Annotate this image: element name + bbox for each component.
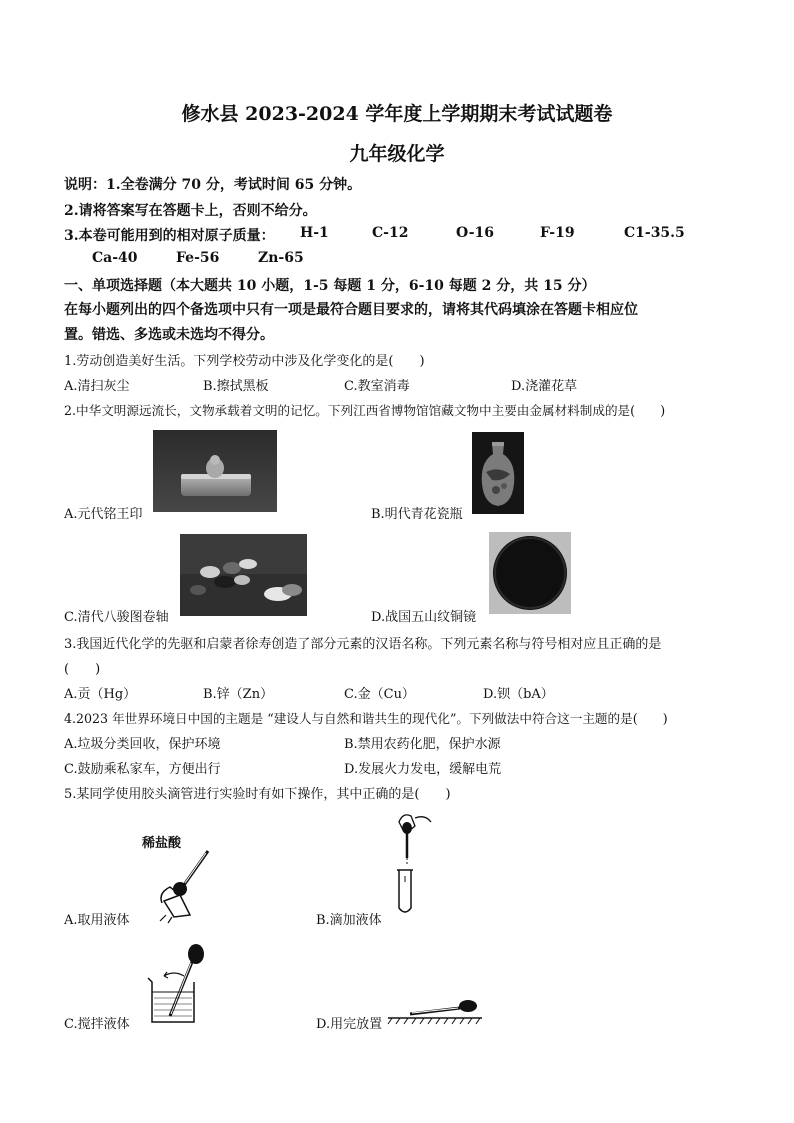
exam-subtitle: 九年级化学 [349, 143, 445, 165]
instruction-line-2: 2.请将答案写在答题卡上，否则不给分。 [64, 203, 317, 219]
atomic-mass-cl: C1-35.5 [624, 225, 685, 241]
atomic-mass-o: O-16 [456, 225, 495, 241]
section-heading: 一、单项选择题（本大题共 10 小题，1-5 每题 1 分，6-10 每题 2 分，共 15 分） [64, 278, 596, 294]
q4-option-c: C.鼓励乘私家车，方便出行 [64, 762, 221, 777]
atomic-mass-zn: Zn-65 [258, 250, 304, 266]
q5-option-c: C.搅拌液体 [64, 1017, 130, 1032]
atomic-mass-h: H-1 [300, 225, 329, 241]
q4-option-a: A.垃圾分类回收，保护环境 [64, 737, 221, 752]
q4-stem: 4.2023 年世界环境日中国的主题是 “建设人与自然和谐共生的现代化”。下列做法中符合这一主题的是( ) [64, 711, 668, 726]
section-desc-line-2: 置。错选、多选或未选均不得分。 [64, 327, 274, 343]
q3-option-d: D.钡（bA） [483, 687, 554, 702]
q3-option-a: A.贡（Hg） [64, 687, 137, 702]
q3-answer-paren: ( ) [64, 662, 101, 677]
q3-option-c: C.金（Cu） [344, 687, 415, 702]
q2-option-c: C.清代八骏图卷轴 [64, 610, 169, 625]
atomic-mass-f: F-19 [540, 225, 575, 241]
dropper-hand-diagram [140, 845, 220, 925]
q1-option-a: A.清扫灰尘 [64, 379, 130, 394]
q5-option-a: A.取用液体 [64, 913, 130, 928]
horses-scroll-photo [180, 534, 307, 616]
q1-option-b: B.擦拭黑板 [203, 379, 269, 394]
q2-option-b: B.明代青花瓷瓶 [371, 507, 463, 522]
bronze-mirror-photo [489, 532, 571, 614]
dropper-test-tube-diagram [385, 808, 437, 920]
q4-option-d: D.发展火力发电，缓解电荒 [344, 762, 502, 777]
instruction-line-3: 3.本卷可能用到的相对原子质量： [64, 228, 275, 244]
q1-stem: 1.劳动创造美好生活。下列学校劳动中涉及化学变化的是( ) [64, 354, 425, 369]
section-desc-line-1: 在每小题列出的四个备选项中只有一项是最符合题目要求的，请将其代码填涂在答题卡相应位 [64, 302, 638, 318]
atomic-mass-fe: Fe-56 [176, 250, 220, 266]
q5-stem: 5.某同学使用胶头滴管进行实验时有如下操作，其中正确的是( ) [64, 787, 451, 802]
vase-photo [472, 432, 524, 514]
q3-option-b: B.锌（Zn） [203, 687, 274, 702]
atomic-mass-ca: Ca-40 [92, 250, 138, 266]
q2-option-a: A.元代铭王印 [64, 507, 143, 522]
atomic-mass-c: C-12 [372, 225, 409, 241]
q2-option-d: D.战国五山纹铜镜 [371, 610, 477, 625]
exam-title: 修水县 2023-2024 学年度上学期期末考试试题卷 [181, 103, 613, 125]
seal-photo [153, 430, 277, 512]
q1-option-d: D.浇灌花草 [511, 379, 578, 394]
dropper-beaker-diagram [140, 942, 210, 1028]
q4-option-b: B.禁用农药化肥，保护水源 [344, 737, 501, 752]
q2-stem: 2.中华文明源远流长，文物承载着文明的记忆。下列江西省博物馆馆藏文物中主要由金属材料制成的是( ) [64, 403, 666, 418]
dilute-hcl-label: 稀盐酸 [142, 836, 182, 851]
q5-option-b: B.滴加液体 [316, 913, 382, 928]
q3-stem: 3.我国近代化学的先驱和启蒙者徐寿创造了部分元素的汉语名称。下列元素名称与符号相对应且正确的是 [64, 637, 662, 652]
q5-option-d: D.用完放置 [316, 1017, 383, 1032]
instruction-line-1: 说明：1.全卷满分 70 分，考试时间 65 分钟。 [64, 177, 362, 193]
dropper-on-table-diagram [386, 990, 486, 1026]
q1-option-c: C.教室消毒 [344, 379, 410, 394]
